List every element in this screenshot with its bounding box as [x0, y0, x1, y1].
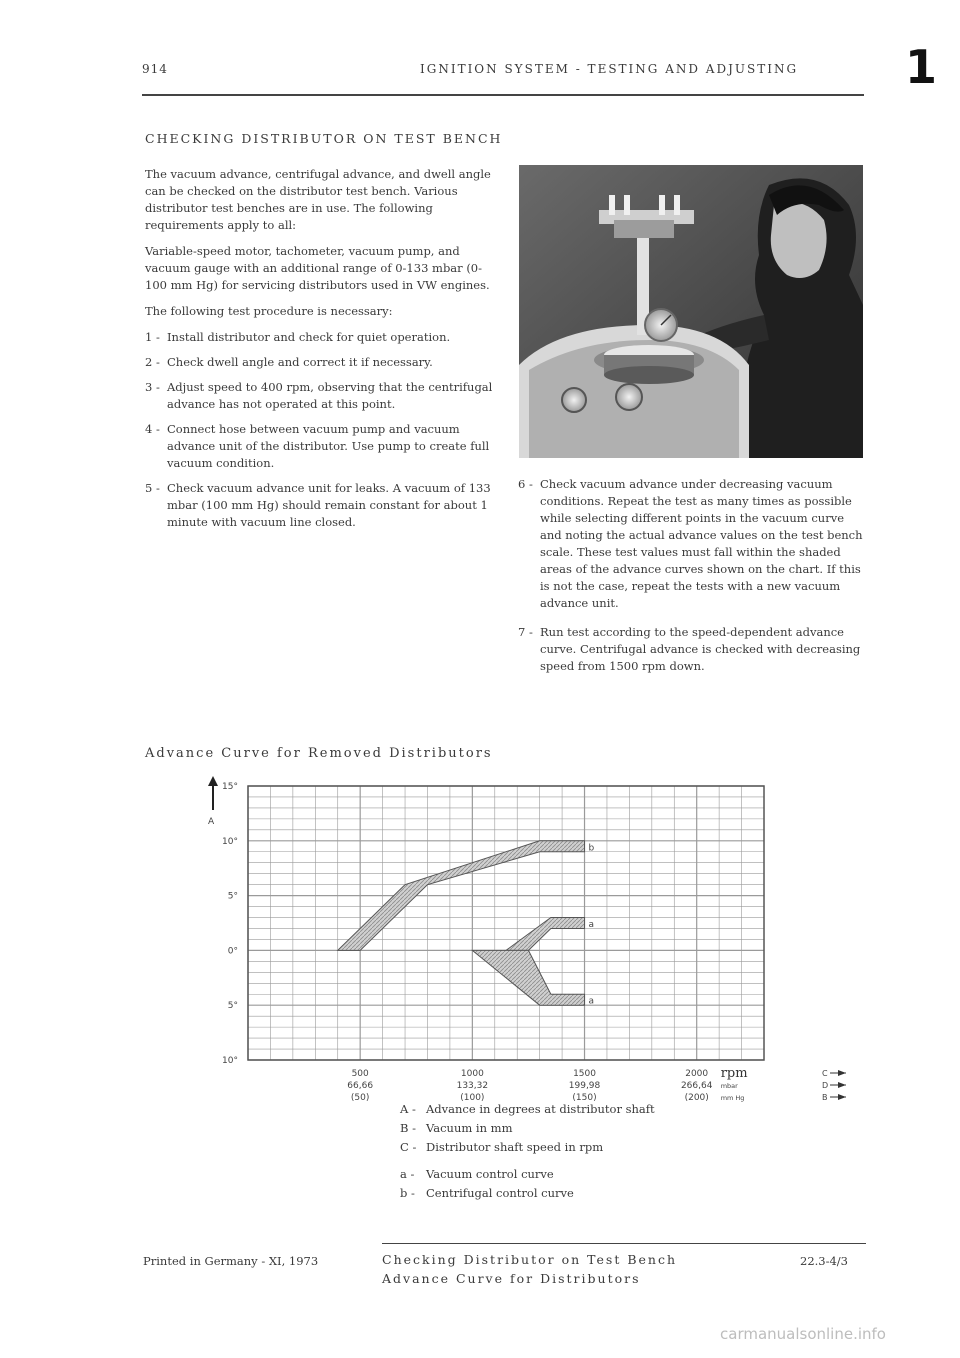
- requirements-paragraph: Variable-speed motor, tachometer, vacuum pump, and vacuum gauge with an additional range of 0-133 mbar (0-100 mm Hg) for servicing distributors used in VW engines.: [145, 244, 490, 292]
- legend-key: a -: [400, 1167, 415, 1181]
- intro-paragraph: The vacuum advance, centrifugal advance, and dwell angle can be checked on the distributor test bench. Various distributor test benches are in use. The following requirements apply to all:: [145, 167, 491, 232]
- legend-key: C -: [400, 1140, 417, 1154]
- legend-item-C: [400, 1138, 655, 1157]
- step-number: 5 -: [145, 481, 160, 495]
- footer-code: 22.3-4/3: [800, 1254, 848, 1268]
- footer-title-line2: Advance Curve for Distributors: [382, 1271, 641, 1286]
- x-tick-rpm: 1000: [460, 1069, 484, 1079]
- step-number: 7 -: [518, 625, 533, 639]
- x-unit-rpm: rpm: [720, 1066, 748, 1081]
- x-tick-mmhg: (50): [350, 1093, 370, 1103]
- footer-rule: [382, 1243, 866, 1244]
- axis-key-arrow-head: [838, 1094, 846, 1100]
- legend-key: B -: [400, 1121, 416, 1135]
- step-text: Install distributor and check for quiet operation.: [167, 330, 451, 344]
- x-tick-mmhg: (200): [684, 1093, 709, 1103]
- y-tick-label: 15°: [222, 782, 238, 792]
- chart-legend: [400, 1100, 655, 1203]
- step-text: Connect hose between vacuum pump and vacuum advance unit of the distributor. Use pump to create full vacuum condition.: [167, 422, 490, 470]
- x-tick-mbar: 266,64: [680, 1081, 713, 1091]
- x-tick-rpm: 500: [351, 1069, 369, 1079]
- y-tick-label: 5°: [227, 1001, 238, 1012]
- legend-key: b -: [400, 1186, 415, 1200]
- chart-frame: [248, 786, 764, 1060]
- legend-text: Distributor shaft speed in rpm: [426, 1140, 604, 1154]
- y-tick-label: 0°: [227, 946, 238, 957]
- axis-key-letter: D: [822, 1081, 829, 1090]
- x-unit-mbar: mbar: [720, 1082, 738, 1090]
- x-tick-mmhg: (150): [572, 1093, 597, 1103]
- y-axis-arrow-head: [208, 776, 218, 786]
- step-number: 6 -: [518, 477, 533, 491]
- y-tick-label: 10°: [222, 836, 238, 847]
- legend-text: Advance in degrees at distributor shaft: [426, 1102, 655, 1116]
- chart-title: Advance Curve for Removed Distributors: [145, 746, 493, 761]
- axis-key-letter: B: [822, 1093, 828, 1102]
- advance-curve-a: [506, 918, 585, 951]
- y-tick-label: 10°: [222, 1056, 238, 1066]
- step-text: Check dwell angle and correct it if necessary.: [167, 355, 433, 369]
- step-number: 1 -: [145, 330, 160, 344]
- x-unit-mmhg: mm Hg: [720, 1094, 745, 1102]
- footer-title: [382, 1250, 677, 1288]
- curve-label: b: [588, 843, 595, 854]
- x-tick-rpm: 2000: [685, 1069, 709, 1079]
- legend-text: Centrifugal control curve: [426, 1186, 574, 1200]
- axis-key-arrow-head: [838, 1082, 846, 1088]
- step-text: Check vacuum advance under decreasing vacuum conditions. Repeat the test as many times as possible while selecting different points in the vacuum curve and noting the actual advance values on the test bench scale. These test values must fall within the shaded areas of the advance curves shown on the chart. If this is not the case, repeat the tests with a new vacuum advance unit.: [540, 477, 863, 610]
- footer-title-line1: Checking Distributor on Test Bench: [382, 1252, 678, 1267]
- page-model: 914: [142, 62, 168, 76]
- step-number: 3 -: [145, 380, 160, 394]
- legend-item-b: [400, 1184, 655, 1203]
- legend-item-B: [400, 1119, 655, 1138]
- legend-key: A -: [400, 1102, 416, 1116]
- curve-label: a: [588, 996, 595, 1007]
- y-axis-letter: A: [208, 817, 215, 827]
- axis-key-letter: C: [822, 1069, 828, 1078]
- step-text: Check vacuum advance unit for leaks. A vacuum of 133 mbar (100 mm Hg) should remain constant for about 1 minute with vacuum line closed.: [167, 481, 491, 529]
- x-tick-mbar: 199,98: [568, 1081, 601, 1091]
- watermark: carmanualsonline.info: [720, 1325, 886, 1343]
- x-tick-rpm: 1500: [573, 1069, 596, 1079]
- procedure-intro: The following test procedure is necessary:: [145, 304, 393, 318]
- x-tick-mmhg: (100): [460, 1093, 485, 1103]
- legend-item-A: [400, 1100, 655, 1119]
- legend-text: Vacuum in mm: [426, 1121, 513, 1135]
- x-tick-mbar: 66,66: [347, 1081, 374, 1091]
- footer-printed: Printed in Germany - XI, 1973: [143, 1254, 319, 1268]
- header-title: IGNITION SYSTEM - TESTING AND ADJUSTING: [420, 62, 799, 76]
- step-number: 4 -: [145, 422, 160, 436]
- y-tick-label: 5°: [227, 891, 238, 902]
- chapter-number: 1: [905, 40, 938, 94]
- legend-text: Vacuum control curve: [426, 1167, 554, 1181]
- x-tick-mbar: 133,32: [456, 1081, 489, 1091]
- step-text: Adjust speed to 400 rpm, observing that the centrifugal advance has not operated at this point.: [167, 380, 493, 411]
- axis-key-arrow-head: [838, 1070, 846, 1076]
- advance-curve-a: [472, 950, 584, 1005]
- curve-label: a: [588, 920, 595, 930]
- section-title: CHECKING DISTRIBUTOR ON TEST BENCH: [145, 131, 503, 146]
- step-text: Run test according to the speed-dependent advance curve. Centrifugal advance is checked with decreasing speed from 1500 rpm down.: [540, 625, 861, 673]
- legend-item-a: [400, 1165, 655, 1184]
- step-number: 2 -: [145, 355, 160, 369]
